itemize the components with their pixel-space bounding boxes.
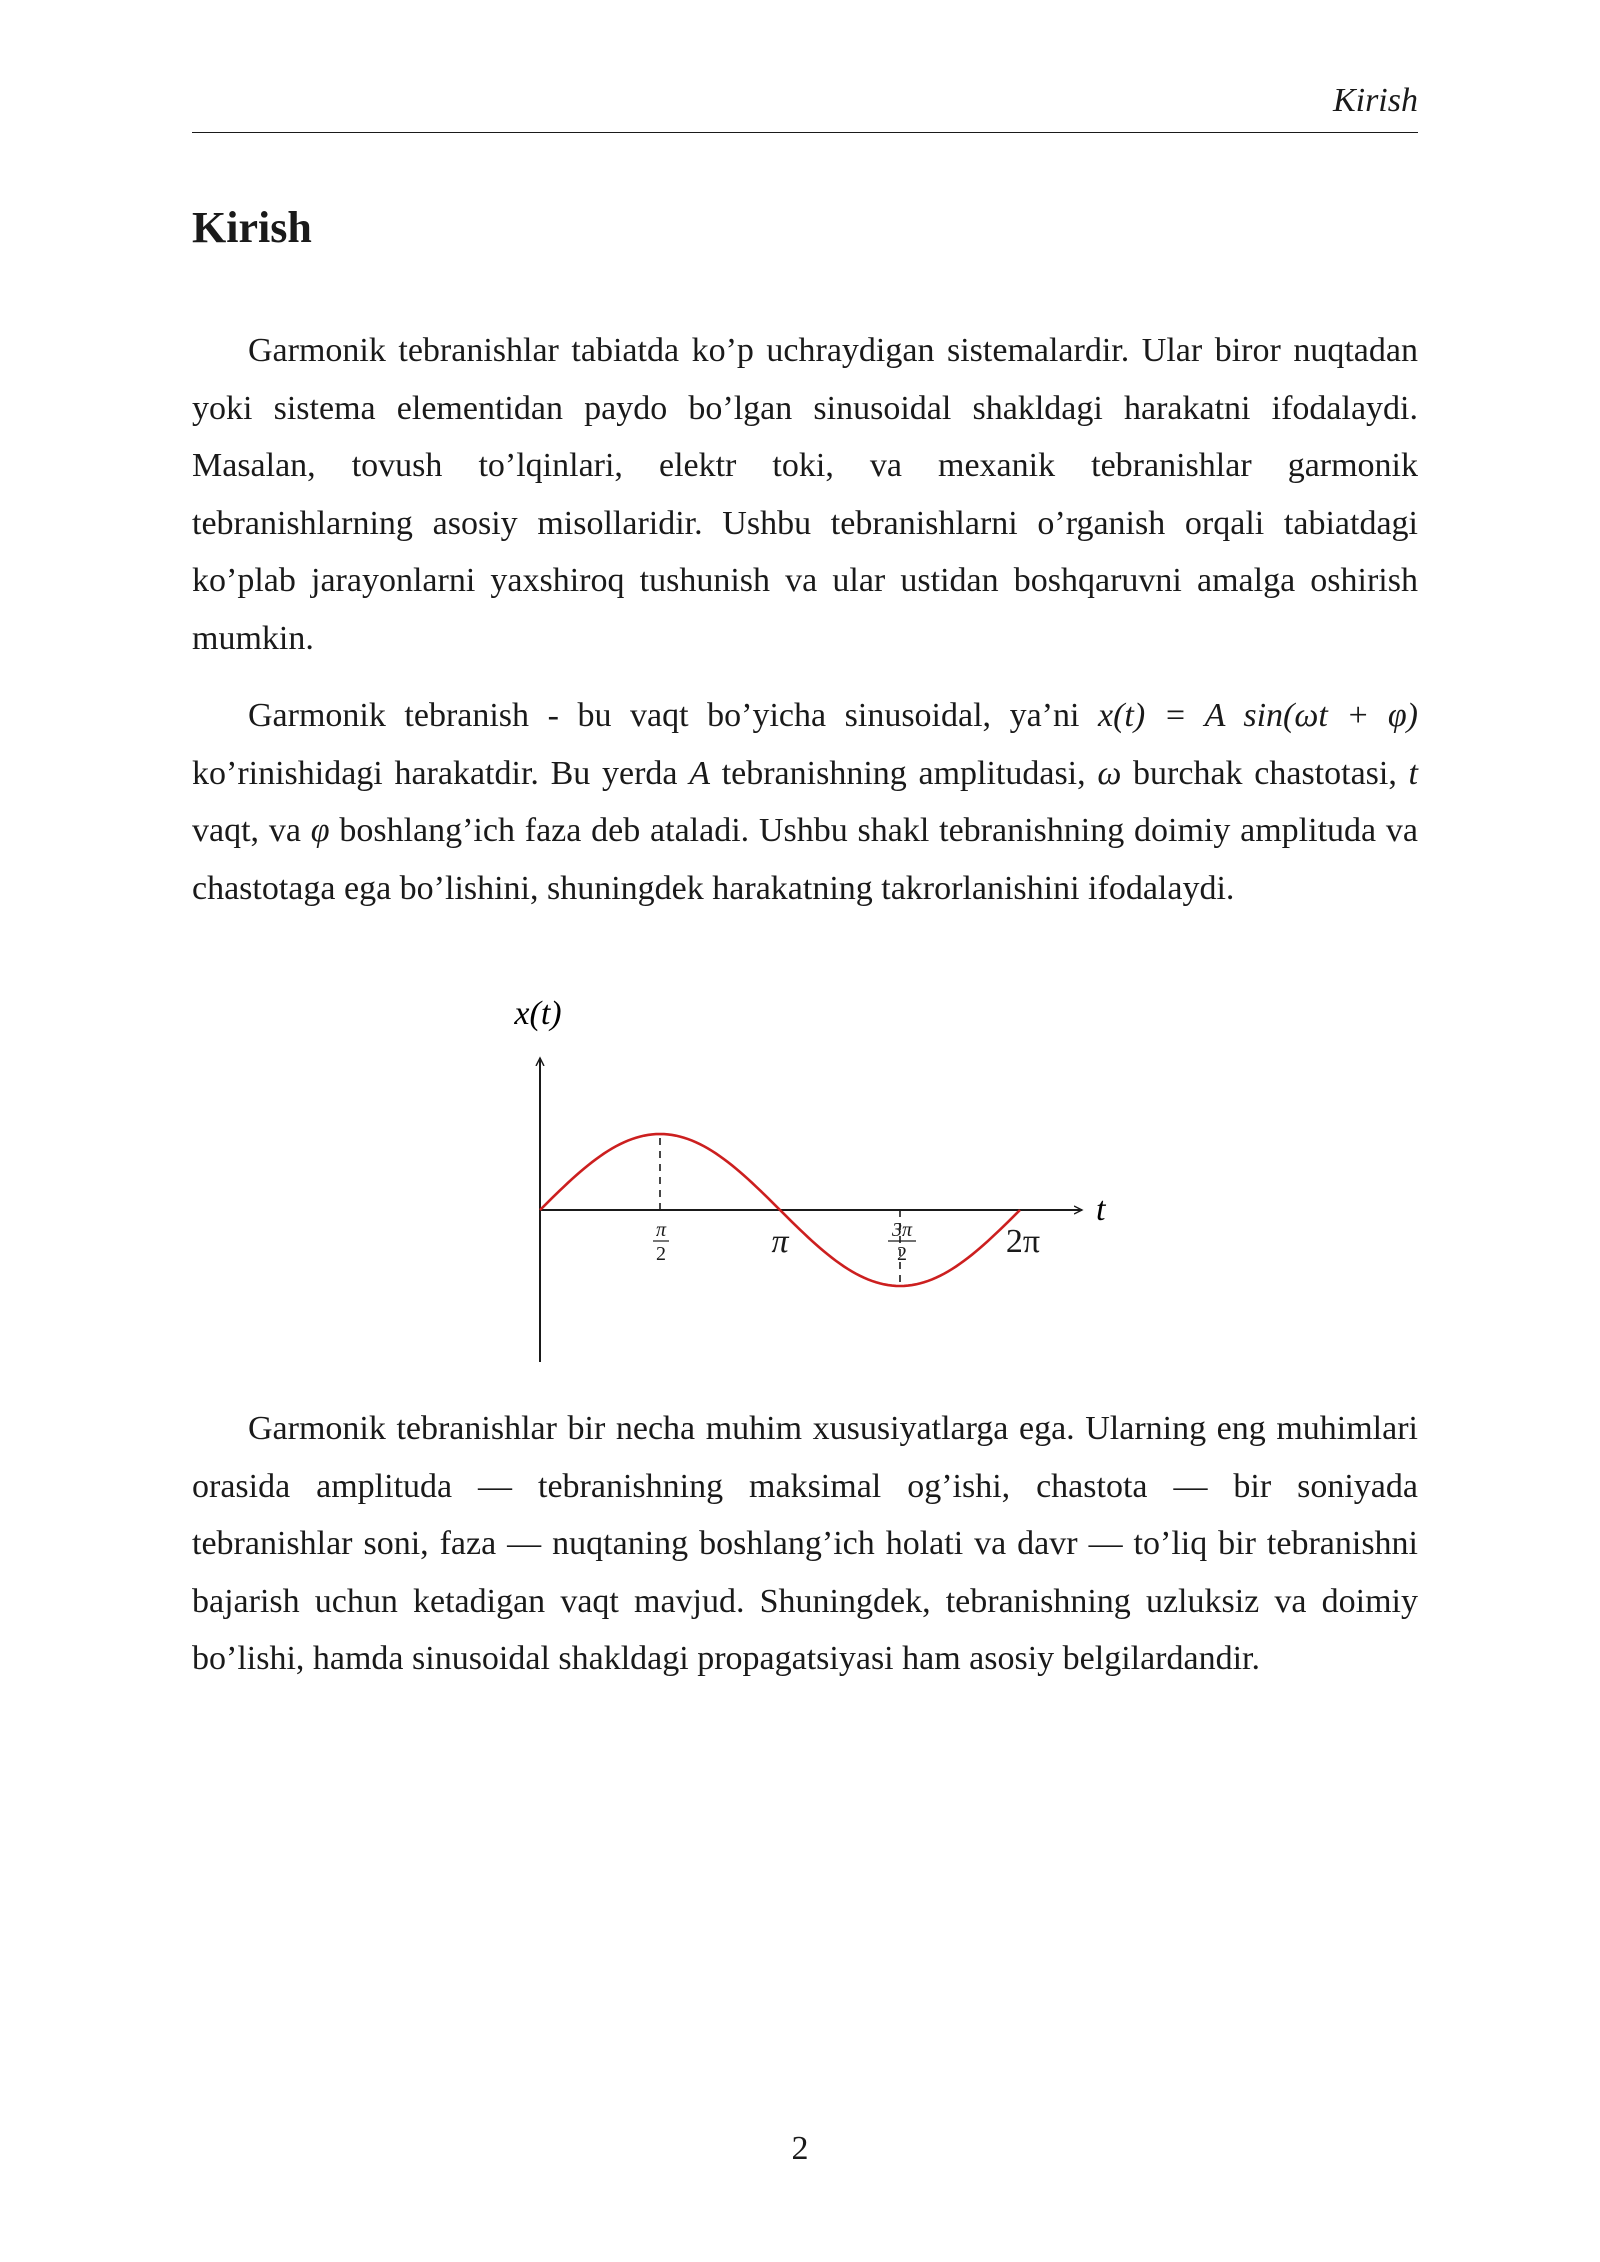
symbol-phi: φ <box>310 812 330 849</box>
symbol-omega: ω <box>1097 754 1122 792</box>
tick-label-three-half-pi-numerator: 3π <box>891 1219 913 1241</box>
page-number: 2 <box>791 2130 809 2167</box>
paragraph-intro: Garmonik tebranishlar tabiatda ko’p uchraydigan sistemalardir. Ular biror nuqtadan yoki sistema elementidan paydo bo’lgan sinusoidal shakldagi harakatni ifodalaydi. Masalan, tovush to’lqinlari, elektr toki, va mexanik tebranishlar garmonik tebranishlarning asosiy misollaridir. Ushbu tebranishlarni o’rganish orqali tabiatdagi ko’plab jarayonlarni yaxshiroq tushunish va ular ustidan boshqaruvni amalga oshirish mumkin. <box>192 332 1418 657</box>
text-span: tebranishning amplitudasi, <box>709 754 1098 792</box>
text-span: boshlang’ich faza deb ataladi. Ushbu shakl tebranishning doimiy amplituda va chastotaga ega bo’lishini, shuningdek harakatning takrorlanishini ifodalaydi. <box>192 812 1418 907</box>
tick-label-two-pi: 2π <box>1005 1223 1041 1260</box>
symbol-amplitude: A <box>689 754 710 792</box>
tick-label-half-pi-denominator: 2 <box>656 1243 666 1265</box>
paragraph-properties: Garmonik tebranishlar bir necha muhim xususiyatlarga ega. Ularning eng muhimlari orasida amplituda — tebranishning maksimal og’ishi, chastota — bir soniyada tebranishlar soni, faza — nuqtaning boshlang’ich holati va davr — to’liq bir tebranishni bajarish uchun ketadigan vaqt mavjud. Shuningdek, tebranishning uzluksiz va doimiy bo’lishi, hamda sinusoidal shakldagi propagatsiyasi ham asosiy belgilardandir. <box>192 1410 1418 1677</box>
tick-label-pi: π <box>771 1223 789 1260</box>
y-axis-label: x(t) <box>514 995 562 1032</box>
sine-wave-plot <box>470 990 1130 1370</box>
x-axis-label: t <box>1096 1191 1106 1228</box>
text-span: vaqt, va <box>192 812 311 849</box>
paragraph-definition <box>192 687 1418 917</box>
text-span: Garmonik tebranish - bu vaqt bo’yicha sinusoidal, ya’ni <box>248 697 1099 734</box>
tick-label-half-pi-numerator: π <box>655 1219 667 1241</box>
sine-wave-figure <box>470 990 1130 1370</box>
header-rule <box>192 132 1418 133</box>
formula-harmonic: x(t) = A sin(ωt + φ) <box>1098 697 1418 734</box>
section-title: Kirish <box>192 203 312 252</box>
symbol-time: t <box>1408 754 1418 792</box>
text-span: ko’rinishidagi harakatdir. Bu yerda <box>192 754 690 792</box>
running-header-title: Kirish <box>1332 82 1418 119</box>
tick-label-three-half-pi-denominator: 2 <box>897 1243 907 1265</box>
text-span: burchak chastotasi, <box>1121 754 1409 792</box>
